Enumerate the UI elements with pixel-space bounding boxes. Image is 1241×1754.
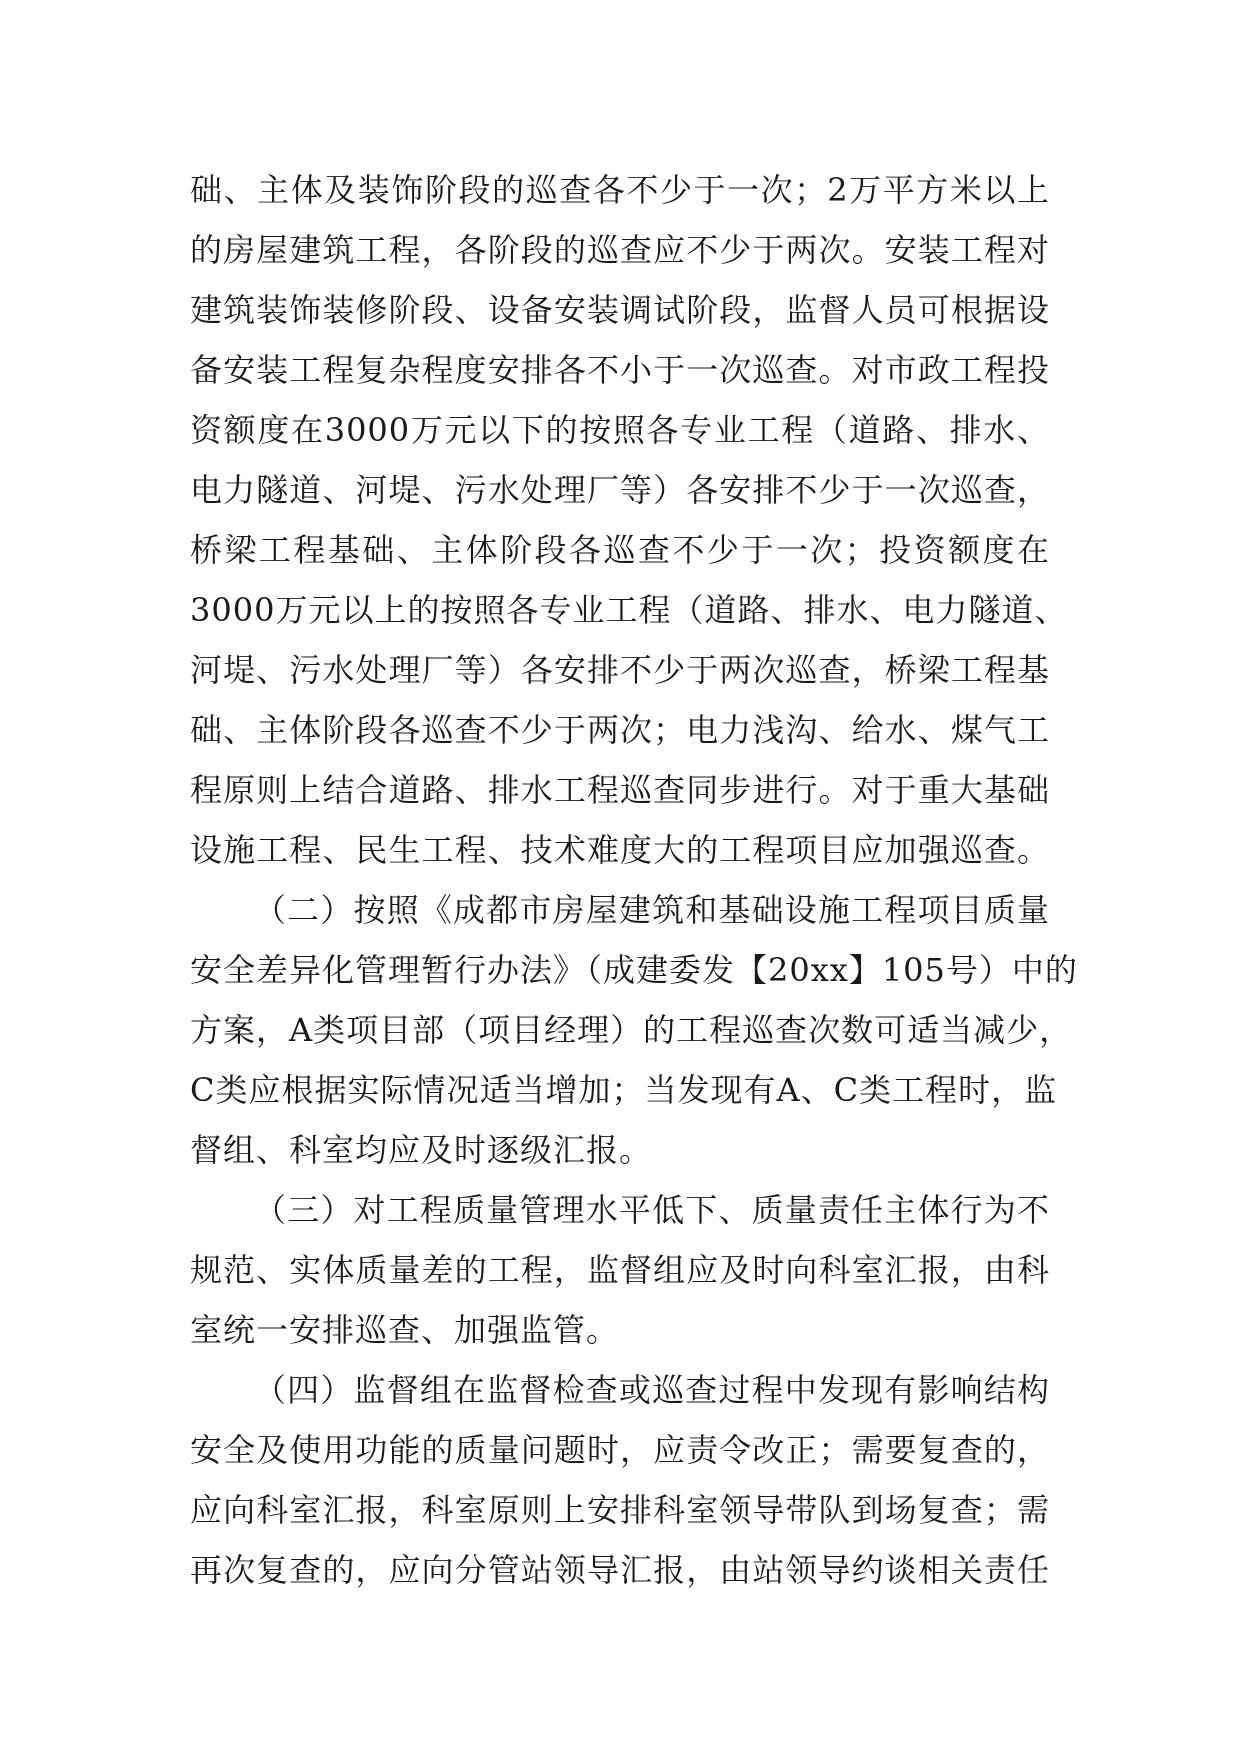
text-line: 备安装工程复杂程度安排各不小于一次巡查。对市政工程投	[190, 351, 1050, 389]
text-line: 安全及使用功能的质量问题时，应责令改正；需要复查的，	[190, 1431, 1050, 1469]
text-line: 桥梁工程基础、主体阶段各巡查不少于一次；投资额度在	[190, 531, 1050, 569]
text-line: 室统一安排巡查、加强监管。	[190, 1311, 620, 1349]
text-line: 安全差异化管理暂行办法》（成建委发【20xx】105号）中的	[190, 951, 1078, 989]
text-line: （二）按照《成都市房屋建筑和基础设施工程项目质量	[254, 891, 1050, 929]
text-line: C类应根据实际情况适当增加；当发现有A、C类工程时，监	[190, 1071, 1058, 1109]
text-line: 程原则上结合道路、排水工程巡查同步进行。对于重大基础	[190, 771, 1050, 809]
paragraph	[190, 1180, 1050, 1360]
text-line: 的房屋建筑工程，各阶段的巡查应不少于两次。安装工程对	[190, 231, 1050, 269]
text-line: 方案，A类项目部（项目经理）的工程巡查次数可适当减少，	[190, 1011, 1073, 1049]
text-line: 电力隧道、河堤、污水处理厂等）各安排不少于一次巡查，	[190, 471, 1050, 509]
text-line: 河堤、污水处理厂等）各安排不少于两次巡查，桥梁工程基	[190, 651, 1050, 689]
paragraph	[190, 1360, 1050, 1600]
text-line: 资额度在3000万元以下的按照各专业工程（道路、排水、	[190, 411, 1050, 449]
text-line: 督组、科室均应及时逐级汇报。	[190, 1131, 653, 1169]
text-line: 规范、实体质量差的工程，监督组应及时向科室汇报，由科	[190, 1251, 1050, 1289]
text-line: 建筑装饰装修阶段、设备安装调试阶段，监督人员可根据设	[190, 291, 1050, 329]
paragraph	[190, 160, 1068, 880]
text-line: 设施工程、民生工程、技术难度大的工程项目应加强巡查。	[190, 831, 1050, 869]
text-line: 3000万元以上的按照各专业工程（道路、排水、电力隧道、	[190, 591, 1068, 629]
text-line: （四）监督组在监督检查或巡查过程中发现有影响结构	[254, 1371, 1050, 1409]
document-body	[190, 160, 1078, 1600]
text-line: 础、主体阶段各巡查不少于两次；电力浅沟、给水、煤气工	[190, 711, 1050, 749]
text-line: 再次复查的，应向分管站领导汇报，由站领导约谈相关责任	[190, 1551, 1050, 1589]
text-line: （三）对工程质量管理水平低下、质量责任主体行为不	[254, 1191, 1050, 1229]
paragraph	[190, 880, 1078, 1180]
text-line: 础、主体及装饰阶段的巡查各不少于一次；2万平方米以上	[190, 171, 1050, 209]
text-line: 应向科室汇报，科室原则上安排科室领导带队到场复查；需	[190, 1491, 1050, 1529]
